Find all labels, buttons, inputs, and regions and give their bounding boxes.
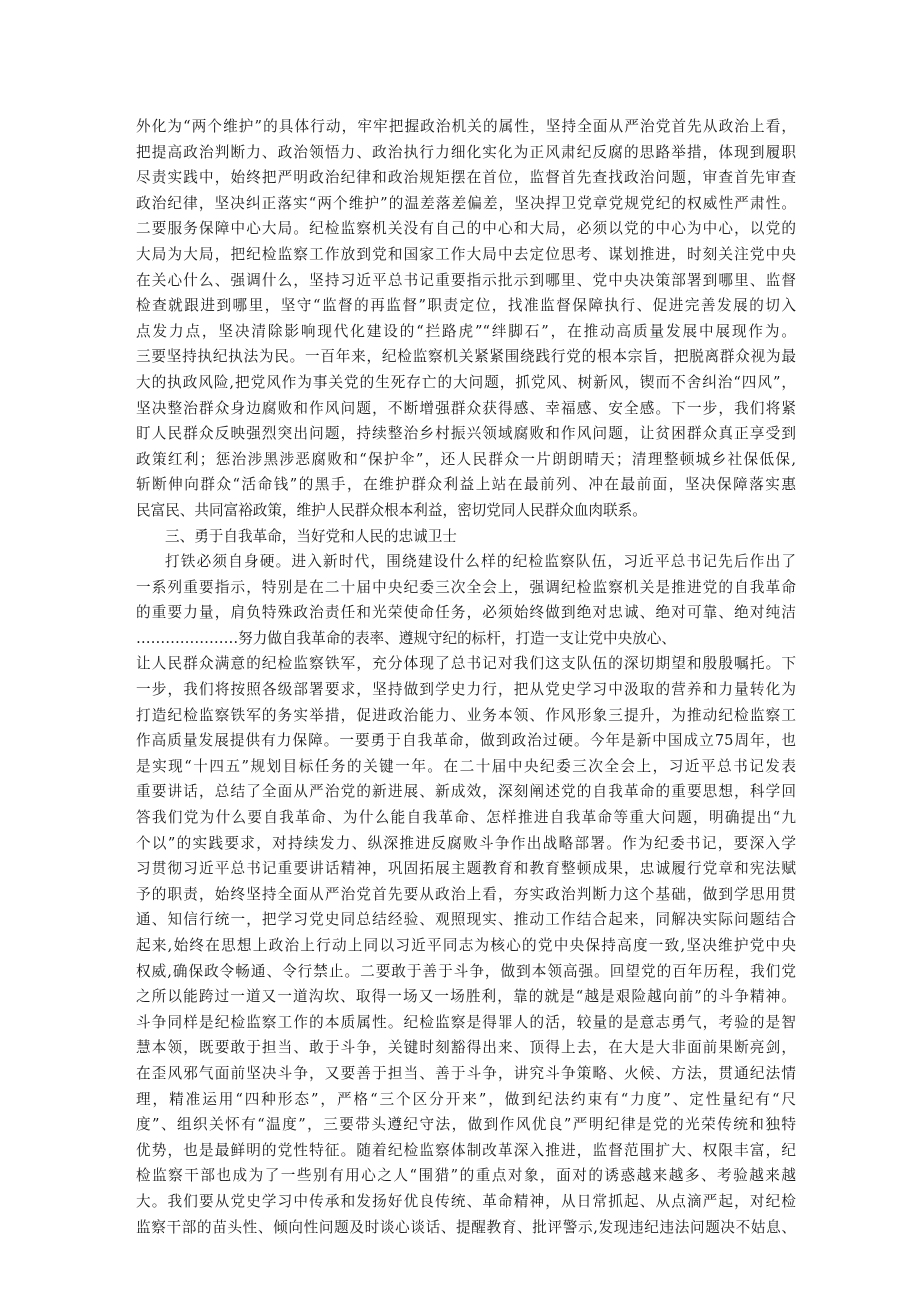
section-heading: 三、勇于自我革命，当好党和人民的忠诚卫士 (165, 527, 457, 545)
text-line: 大的执政风险,把党风作为事关党的生死存亡的大问题，抓党风、树新风，锲而不舍纠治“四风”， (136, 373, 796, 391)
text-line: 理，精准运用“四种形态”，严格“三个区分开来”，做到纪法约束有“力度”、定性量纪有“尺 (136, 1090, 796, 1108)
text-line: 在关心什么、强调什么，坚持习近平总书记重要指示批示到哪里、党中央决策部署到哪里、监督 (136, 271, 796, 289)
text-line: 大。我们要从党史学习中传承和发扬好优良传统、革命精神，从日常抓起、从点滴严起，对纪检 (136, 1192, 796, 1210)
text-line: 是实现“十四五”规划目标任务的关键一年。在二十届中央纪委三次全会上，习近平总书记发表 (136, 757, 796, 775)
text-line: 坚决整治群众身边腐败和作风问题，不断增强群众获得感、幸福感、安全感。下一步，我们将紧 (136, 399, 796, 417)
text-line: 政策红利；惩治涉黑涉恶腐败和“保护伞”，还人民群众一片朗朗晴天；清理整顿城乡社保低保, (136, 450, 796, 468)
text-line: 斗争同样是纪检监察工作的本质属性。纪检监察是得罪人的活，较量的是意志勇气，考验的是智 (136, 1013, 796, 1031)
text-line: 习贯彻习近平总书记重要讲话精神，巩固拓展主题教育和教育整顿成果，忠诚履行党章和宪法赋 (136, 860, 796, 878)
text-line: 把提高政治判断力、政治领悟力、政治执行力细化实化为正风肃纪反腐的思路举措，体现到履职 (136, 143, 796, 161)
text-line: 慧本领，既要敢于担当、敢于斗争，关键时刻豁得出来、顶得上去，在大是大非面前果断亮剑， (136, 1039, 796, 1057)
text-line: 个以”的实践要求，对持续发力、纵深推进反腐败斗争作出战略部署。作为纪委书记，要深入学 (136, 834, 796, 852)
text-line: 一步，我们将按照各级部署要求，坚持做到学史力行，把从党史学习中汲取的营养和力量转化为 (136, 681, 796, 699)
text-line: 起来,始终在思想上政治上行动上同以习近平同志为核心的党中央保持高度一致,坚决维护党中央 (136, 937, 796, 954)
text-line: 让人民群众满意的纪检监察铁军，充分体现了总书记对我们这支队伍的深切期望和殷殷嘱托。下 (136, 655, 796, 673)
document-body (136, 114, 796, 1240)
text-line: 点发力点，坚决清除影响现代化建设的“拦路虎”“绊脚石”，在推动高质量发展中展现作为。 (136, 322, 796, 340)
text-line: 检查就跟进到哪里，坚守“监督的再监督”职责定位，找准监督保障执行、促进完善发展的切入 (136, 297, 796, 315)
text-line: 政治纪律，坚决纠正落实“两个维护”的温差落差偏差，坚决捍卫党章党规党纪的权威性严肃性。 (136, 194, 796, 212)
text-line: 一系列重要指示，特别是在二十届中央纪委三次全会上，强调纪检监察机关是推进党的自我革命 (136, 578, 796, 596)
text-line: 度”、组织关怀有“温度”，三要带头遵纪守法，做到作风优良”严明纪律是党的光荣传统和独特 (136, 1116, 796, 1134)
text-line: 尽责实践中，始终把严明政治纪律和政治规矩摆在首位，监督首先查找政治问题，审查首先审查 (136, 169, 796, 187)
text-line: 在歪风邪气面前坚决斗争，又要善于担当、善于斗争，讲究斗争策略、火候、方法，贯通纪法情 (136, 1064, 796, 1082)
text-line: 作高质量发展提供有力保障。一要勇于自我革命，做到政治过硬。今年是新中国成立75周年，也 (136, 732, 796, 750)
text-line: 优势，也是最鲜明的党性特征。随着纪检监察体制改革深入推进，监督范围扩大、权限丰富，纪 (136, 1141, 796, 1159)
text-line: 监察干部的苗头性、倾向性问题及时谈心谈话、提醒教育、批评警示,发现违纪违法问题决不姑息、 (136, 1218, 796, 1236)
text-line: 外化为“两个维护”的具体行动，牢牢把握政治机关的属性，坚持全面从严治党首先从政治上看， (136, 118, 796, 135)
text-line: 打铁必须自身硬。进入新时代，围绕建设什么样的纪检监察队伍，习近平总书记先后作出了 (165, 553, 796, 571)
text-line: 权威,确保政令畅通、令行禁止。二要敢于善于斗争，做到本领高强。回望党的百年历程，我们党 (136, 962, 796, 980)
text-line: 之所以能跨过一道又一道沟坎、取得一场又一场胜利，靠的就是“越是艰险越向前”的斗争精神。 (136, 988, 796, 1006)
text-line: 民富民、共同富裕政策，维护人民群众根本利益，密切党同人民群众血肉联系。 (136, 501, 647, 519)
text-line: 答我们党为什么要自我革命、为什么能自我革命、怎样推进自我革命等重大问题，明确提出“九 (136, 809, 796, 827)
text-line: 大局为大局，把纪检监察工作放到党和国家工作大局中去定位思考、谋划推进，时刻关注党中央 (136, 245, 796, 263)
text-line: …………………努力做自我革命的表率、遵规守纪的标杆，打造一支让党中央放心、 (136, 629, 676, 647)
text-line: 二要服务保障中心大局。纪检监察机关没有自己的中心和大局，必须以党的中心为中心，以党的 (136, 220, 796, 238)
text-line: 盯人民群众反映强烈突出问题，持续整治乡村振兴领域腐败和作风问题，让贫困群众真正享受到 (136, 425, 796, 443)
text-line: 予的职责，始终坚持全面从严治党首先要从政治上看，夯实政治判断力这个基础，做到学思用贯 (136, 885, 796, 903)
text-line: 打造纪检监察铁军的务实举措，促进政治能力、业务本领、作风形象三提升，为推动纪检监察工 (136, 706, 796, 724)
text-line: 通、知信行统一，把学习党史同总结经验、观照现实、推动工作结合起来，同解决实际问题结合 (136, 911, 796, 929)
text-line: 检监察干部也成为了一些别有用心之人“围猎”的重点对象，面对的诱惑越来越多、考验越来越 (136, 1167, 796, 1185)
text-line: 三要坚持执纪执法为民。一百年来，纪检监察机关紧紧围绕践行党的根本宗旨，把脱离群众视为最 (136, 348, 796, 366)
text-line: 斩断伸向群众“活命钱”的黑手，在维护群众利益上站在最前列、冲在最前面，坚决保障落实惠 (136, 476, 796, 494)
text-line: 重要讲话，总结了全面从严治党的新进展、新成效，深刻阐述党的自我革命的重要思想，科学回 (136, 783, 796, 801)
text-line: 的重要力量，肩负特殊政治责任和光荣使命任务，必须始终做到绝对忠诚、绝对可靠、绝对纯洁 (136, 604, 796, 622)
